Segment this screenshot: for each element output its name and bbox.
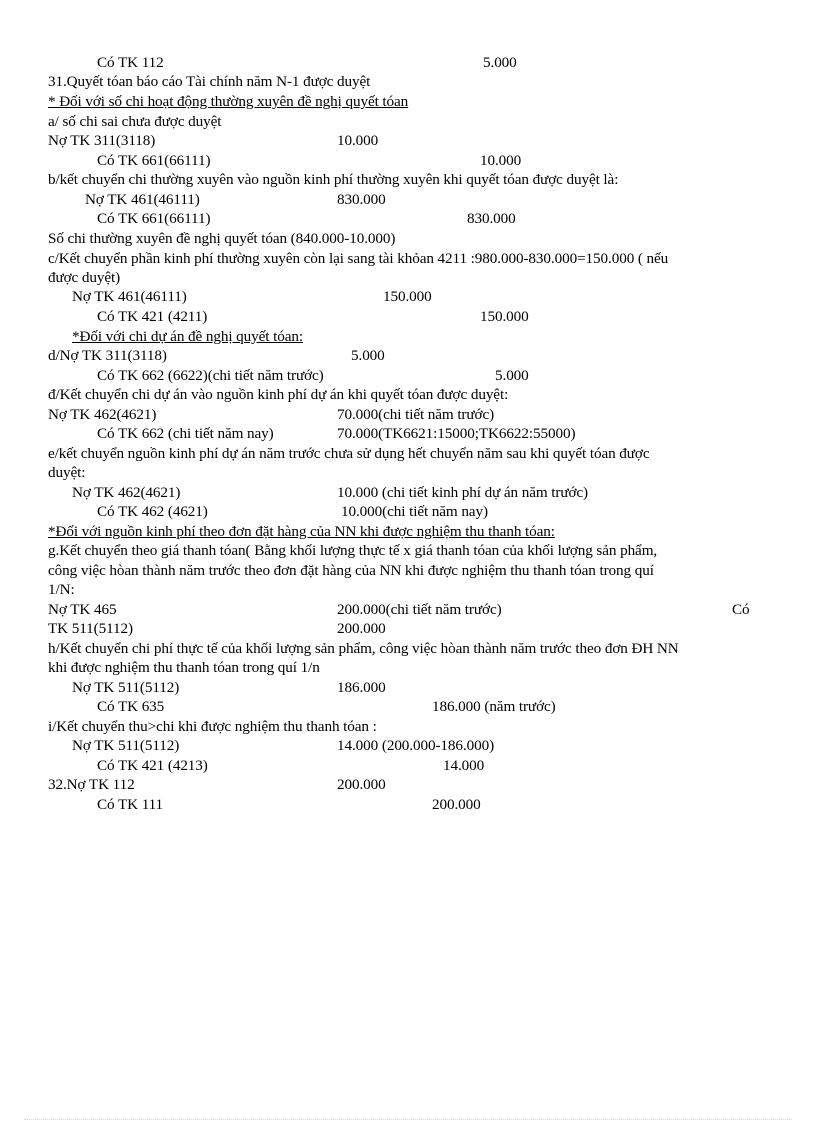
- entry-amount: 70.000(TK6621:15000;TK6622:55000): [337, 425, 576, 442]
- item-text: a/ số chi sai chưa được duyệt: [48, 113, 222, 130]
- entry-debit-label: Nợ TK 461(46111): [72, 288, 187, 305]
- entry-amount: 830.000: [337, 191, 386, 208]
- entry-amount: 200.000: [432, 796, 481, 813]
- entry-debit-label: d/Nợ TK 311(3118): [48, 347, 167, 364]
- item-text: g.Kết chuyển theo giá thanh tóan( Bằng khối lượng thực tế x giá thanh tóan của khối lượng sản phẩm,: [48, 542, 658, 559]
- entry-debit-label: Nợ TK 311(3118): [48, 132, 156, 149]
- entry-amount: 10.000: [480, 152, 522, 169]
- entry-credit-label: Có TK 661(66111): [97, 152, 211, 169]
- item-text: c/Kết chuyển phần kinh phí thường xuyên còn lại sang tài khỏan 4211 :980.000-830.000=150.000 ( nếu: [48, 250, 669, 267]
- entry-amount: 200.000: [337, 620, 386, 637]
- item-text: 1/N:: [48, 581, 75, 598]
- entry-amount: 186.000: [337, 679, 386, 696]
- entry-amount: 150.000: [480, 308, 529, 325]
- subsection-heading: * Đối với số chi hoạt động thường xuyên đề nghị quyết tóan: [48, 93, 409, 110]
- entry-credit-label: Có: [732, 601, 750, 618]
- entry-amount: 5.000: [483, 54, 517, 71]
- entry-debit-label: 32.Nợ TK 112: [48, 776, 135, 793]
- item-text: duyệt:: [48, 464, 86, 481]
- entry-debit-label: Nợ TK 461(46111): [85, 191, 200, 208]
- entry-debit-label: Nợ TK 511(5112): [72, 737, 180, 754]
- entry-amount: 10.000: [337, 132, 379, 149]
- entry-debit-label: Nợ TK 465: [48, 601, 117, 618]
- entry-credit-label: Có TK 661(66111): [97, 210, 211, 227]
- entry-amount: 200.000: [337, 776, 386, 793]
- item-text: được duyệt): [48, 269, 121, 286]
- entry-credit-label: Có TK 421 (4211): [97, 308, 208, 325]
- item-text: h/Kết chuyển chi phí thực tế của khối lượng sản phẩm, công việc hòan thành năm trước theo đơn ĐH NN: [48, 640, 679, 657]
- entry-credit-label: Có TK 662 (6622)(chi tiết năm trước): [97, 367, 324, 384]
- entry-credit-label: Có TK 462 (4621): [97, 503, 208, 520]
- entry-debit-label: Nợ TK 511(5112): [72, 679, 180, 696]
- entry-amount: 10.000 (chi tiết kinh phí dự án năm trước): [337, 484, 589, 501]
- item-text: e/kết chuyển nguồn kinh phí dự án năm trước chưa sử dụng hết chuyển năm sau khi quyết tóan được: [48, 445, 650, 462]
- entry-credit-label: Có TK 421 (4213): [97, 757, 208, 774]
- entry-amount: 830.000: [467, 210, 516, 227]
- subsection-heading: *Đối với nguồn kinh phí theo đơn đặt hàng của NN khi được nghiệm thu thanh tóan:: [48, 523, 555, 540]
- entry-amount: 14.000: [443, 757, 485, 774]
- entry-amount: 150.000: [383, 288, 432, 305]
- entry-amount: 200.000(chi tiết năm trước): [337, 601, 502, 618]
- section-heading: 31.Quyết tóan báo cáo Tài chính năm N-1 được duyệt: [48, 73, 371, 90]
- subsection-heading: *Đối với chi dự án đề nghị quyết tóan:: [72, 328, 303, 345]
- entry-credit-label: Có TK 111: [97, 796, 164, 813]
- entry-amount: 14.000 (200.000-186.000): [337, 737, 495, 754]
- item-text: công việc hòan thành năm trước theo đơn đặt hàng của NN khi được nghiệm thu thanh tóan trong quí: [48, 562, 654, 579]
- entry-amount: 186.000 (năm trước): [432, 698, 556, 715]
- page-bottom-border: [24, 1119, 792, 1120]
- entry-amount: 10.000(chi tiết năm nay): [341, 503, 488, 520]
- entry-credit-label: Có TK 662 (chi tiết năm nay): [97, 425, 274, 442]
- entry-credit-label: Có TK 112: [97, 54, 164, 71]
- entry-amount: 70.000(chi tiết năm trước): [337, 406, 495, 423]
- item-text: đ/Kết chuyển chi dự án vào nguồn kinh phí dự án khi quyết tóan được duyệt:: [48, 386, 509, 403]
- entry-debit-label: Nợ TK 462(4621): [48, 406, 157, 423]
- item-text: khi được nghiệm thu thanh tóan trong quí 1/n: [48, 659, 320, 676]
- entry-credit-label: Có TK 635: [97, 698, 165, 715]
- item-text: Số chi thường xuyên đề nghị quyết tóan (840.000-10.000): [48, 230, 396, 247]
- entry-amount: 5.000: [495, 367, 529, 384]
- item-text: b/kết chuyển chi thường xuyên vào nguồn kinh phí thường xuyên khi quyết tóan được duyệt là:: [48, 171, 619, 188]
- item-text: i/Kết chuyển thu>chi khi được nghiệm thu thanh tóan :: [48, 718, 377, 735]
- entry-amount: 5.000: [351, 347, 385, 364]
- entry-credit-label: TK 511(5112): [48, 620, 133, 637]
- entry-debit-label: Nợ TK 462(4621): [72, 484, 181, 501]
